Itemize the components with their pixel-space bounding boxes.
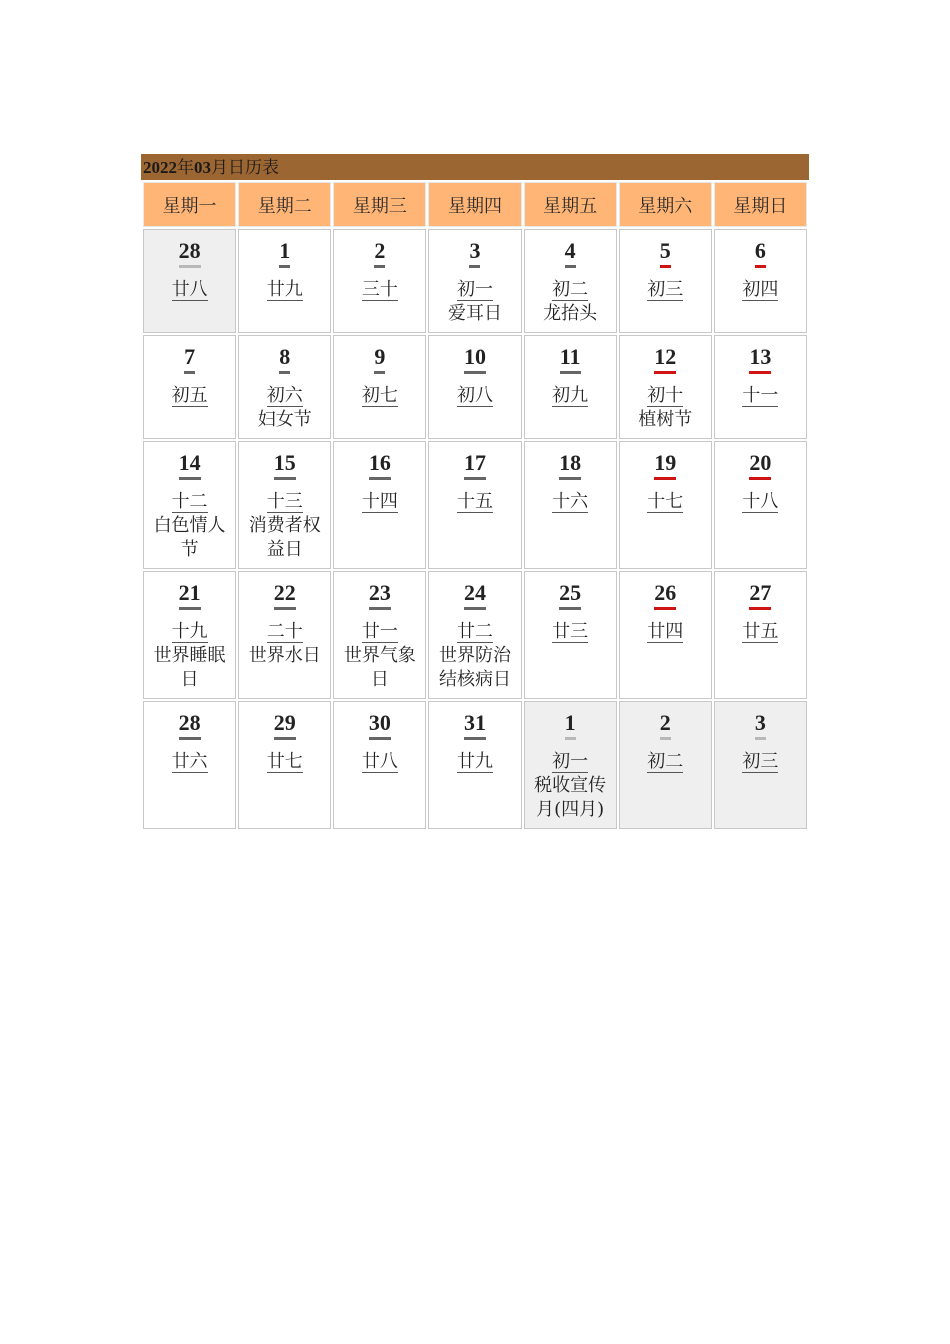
lunar-date[interactable]: 初十 [647, 385, 684, 406]
day-cell[interactable] [524, 229, 617, 333]
day-cell[interactable] [238, 441, 331, 569]
day-cell[interactable] [333, 701, 426, 829]
day-number: 30 [369, 710, 391, 740]
lunar-date-wrap [239, 278, 330, 302]
lunar-date[interactable]: 廿八 [361, 751, 398, 772]
calendar-week-row [143, 571, 807, 699]
lunar-date-wrap [620, 384, 711, 408]
festival-label: 植树节 [638, 409, 693, 430]
lunar-date-wrap [525, 278, 616, 302]
lunar-date[interactable]: 初四 [742, 279, 779, 300]
lunar-date-wrap [620, 750, 711, 774]
lunar-date[interactable]: 廿九 [266, 279, 303, 300]
day-cell[interactable] [143, 571, 236, 699]
weekday-header-mon: 星期一 [143, 182, 236, 227]
calendar-grid [141, 180, 809, 831]
festival-label: 消费者权益日 [248, 515, 321, 560]
weekday-header-thu: 星期四 [428, 182, 521, 227]
weekday-header-sat: 星期六 [619, 182, 712, 227]
day-number: 2 [374, 238, 385, 268]
lunar-date-wrap [144, 384, 235, 408]
lunar-date[interactable]: 十五 [456, 491, 493, 512]
lunar-date-wrap [239, 490, 330, 514]
lunar-date-wrap [144, 750, 235, 774]
day-number: 26 [654, 580, 676, 610]
day-number: 20 [749, 450, 771, 480]
day-cell-other-month[interactable] [714, 701, 807, 829]
lunar-date[interactable]: 廿七 [266, 751, 303, 772]
lunar-date-wrap [429, 278, 520, 302]
day-number: 7 [184, 344, 195, 374]
day-number: 21 [179, 580, 201, 610]
lunar-date[interactable]: 三十 [361, 279, 398, 300]
lunar-date[interactable]: 廿一 [361, 621, 398, 642]
lunar-date-wrap [239, 750, 330, 774]
day-number: 6 [755, 238, 766, 268]
day-number: 12 [654, 344, 676, 374]
calendar-week-row [143, 335, 807, 439]
lunar-date[interactable]: 廿四 [647, 621, 684, 642]
weekday-header-sun: 星期日 [714, 182, 807, 227]
lunar-date[interactable]: 十二 [171, 491, 208, 512]
day-cell[interactable] [714, 571, 807, 699]
lunar-date[interactable]: 初二 [647, 751, 684, 772]
day-number: 24 [464, 580, 486, 610]
lunar-date[interactable]: 初二 [552, 279, 589, 300]
day-cell[interactable] [333, 229, 426, 333]
lunar-date[interactable]: 初八 [456, 385, 493, 406]
title-suffix: 月日历表 [211, 158, 279, 178]
day-number: 28 [179, 238, 201, 268]
lunar-date[interactable]: 初九 [552, 385, 589, 406]
lunar-date-wrap [334, 620, 425, 644]
day-number: 22 [274, 580, 296, 610]
lunar-date[interactable]: 廿八 [171, 279, 208, 300]
day-number: 29 [274, 710, 296, 740]
lunar-date-wrap [715, 490, 806, 514]
day-number: 27 [749, 580, 771, 610]
day-number: 9 [374, 344, 385, 374]
day-cell[interactable] [619, 335, 712, 439]
lunar-date-wrap [525, 490, 616, 514]
title-month: 03 [194, 158, 211, 177]
day-cell[interactable] [143, 441, 236, 569]
lunar-date-wrap [525, 620, 616, 644]
day-cell-other-month[interactable] [524, 701, 617, 829]
festival-label: 世界睡眠日 [153, 645, 226, 690]
festival-label: 世界水日 [248, 645, 321, 666]
day-number: 31 [464, 710, 486, 740]
lunar-date-wrap [429, 384, 520, 408]
lunar-date[interactable]: 廿二 [456, 621, 493, 642]
day-number: 10 [464, 344, 486, 374]
weekday-header-tue: 星期二 [238, 182, 331, 227]
lunar-date-wrap [620, 278, 711, 302]
day-number: 1 [279, 238, 290, 268]
day-cell[interactable] [714, 335, 807, 439]
day-cell[interactable] [333, 571, 426, 699]
lunar-date[interactable]: 十六 [552, 491, 589, 512]
day-number: 8 [279, 344, 290, 374]
day-cell[interactable] [714, 229, 807, 333]
day-cell[interactable] [238, 571, 331, 699]
calendar-week-row [143, 701, 807, 829]
lunar-date[interactable]: 初五 [171, 385, 208, 406]
lunar-date[interactable]: 初一 [552, 751, 589, 772]
lunar-date-wrap [144, 490, 235, 514]
day-cell[interactable] [333, 335, 426, 439]
lunar-date-wrap [620, 490, 711, 514]
day-number: 2 [660, 710, 671, 740]
day-number: 28 [179, 710, 201, 740]
lunar-date-wrap [429, 620, 520, 644]
lunar-date[interactable]: 初六 [266, 385, 303, 406]
day-cell-other-month[interactable] [143, 229, 236, 333]
calendar-week-row [143, 441, 807, 569]
lunar-date-wrap [334, 278, 425, 302]
day-cell[interactable] [428, 441, 521, 569]
festival-label: 妇女节 [257, 409, 312, 430]
day-cell[interactable] [143, 701, 236, 829]
lunar-date-wrap [239, 384, 330, 408]
lunar-date[interactable]: 十四 [361, 491, 398, 512]
day-number: 25 [559, 580, 581, 610]
calendar-body [143, 229, 807, 829]
day-cell[interactable] [714, 441, 807, 569]
festival-label: 税收宣传月(四月) [534, 775, 607, 820]
day-number: 5 [660, 238, 671, 268]
day-cell[interactable] [619, 229, 712, 333]
day-cell[interactable] [524, 335, 617, 439]
day-cell[interactable] [238, 701, 331, 829]
lunar-date-wrap [334, 750, 425, 774]
day-cell[interactable] [143, 335, 236, 439]
day-number: 4 [565, 238, 576, 268]
day-number: 13 [749, 344, 771, 374]
lunar-date-wrap [715, 750, 806, 774]
day-cell[interactable] [333, 441, 426, 569]
lunar-date-wrap [144, 620, 235, 644]
weekday-header-wed: 星期三 [333, 182, 426, 227]
lunar-date[interactable]: 十九 [171, 621, 208, 642]
day-cell[interactable] [428, 335, 521, 439]
lunar-date-wrap [715, 278, 806, 302]
day-cell[interactable] [238, 229, 331, 333]
day-cell[interactable] [524, 571, 617, 699]
lunar-date-wrap [715, 620, 806, 644]
weekday-header-row [143, 182, 807, 227]
lunar-date-wrap [334, 490, 425, 514]
day-number: 17 [464, 450, 486, 480]
festival-label: 世界气象日 [343, 645, 416, 690]
day-number: 1 [565, 710, 576, 740]
lunar-date[interactable]: 二十 [266, 621, 303, 642]
lunar-date[interactable]: 初一 [456, 279, 493, 300]
lunar-date[interactable]: 十一 [742, 385, 779, 406]
lunar-date-wrap [239, 620, 330, 644]
day-number: 19 [654, 450, 676, 480]
day-cell[interactable] [428, 229, 521, 333]
day-cell[interactable] [428, 571, 521, 699]
festival-label: 世界防治结核病日 [438, 645, 511, 690]
lunar-date-wrap [429, 750, 520, 774]
calendar-title [141, 154, 809, 180]
festival-label: 爱耳日 [447, 303, 502, 324]
title-year-char: 年 [177, 158, 194, 178]
day-cell[interactable] [238, 335, 331, 439]
lunar-date[interactable]: 廿三 [552, 621, 589, 642]
day-number: 14 [179, 450, 201, 480]
lunar-date[interactable]: 十八 [742, 491, 779, 512]
festival-label: 龙抬头 [543, 303, 598, 324]
festival-label: 白色情人节 [153, 515, 226, 560]
lunar-date-wrap [144, 278, 235, 302]
day-number: 3 [469, 238, 480, 268]
weekday-header-fri: 星期五 [524, 182, 617, 227]
lunar-date-wrap [620, 620, 711, 644]
day-number: 3 [755, 710, 766, 740]
calendar-week-row [143, 229, 807, 333]
lunar-date-wrap [429, 490, 520, 514]
day-cell[interactable] [428, 701, 521, 829]
lunar-date-wrap [525, 384, 616, 408]
lunar-date[interactable]: 初三 [647, 279, 684, 300]
title-year: 2022 [143, 158, 177, 177]
day-number: 23 [369, 580, 391, 610]
day-cell[interactable] [619, 441, 712, 569]
day-number: 15 [274, 450, 296, 480]
lunar-date-wrap [525, 750, 616, 774]
lunar-date[interactable]: 廿六 [171, 751, 208, 772]
day-number: 11 [560, 344, 581, 374]
lunar-date[interactable]: 廿五 [742, 621, 779, 642]
day-cell[interactable] [524, 441, 617, 569]
lunar-date[interactable]: 十七 [647, 491, 684, 512]
day-cell-other-month[interactable] [619, 701, 712, 829]
lunar-date[interactable]: 廿九 [456, 751, 493, 772]
lunar-date[interactable]: 十三 [266, 491, 303, 512]
day-number: 18 [559, 450, 581, 480]
lunar-date[interactable]: 初三 [742, 751, 779, 772]
day-number: 16 [369, 450, 391, 480]
day-cell[interactable] [619, 571, 712, 699]
calendar [141, 154, 809, 831]
lunar-date[interactable]: 初七 [361, 385, 398, 406]
lunar-date-wrap [715, 384, 806, 408]
lunar-date-wrap [334, 384, 425, 408]
